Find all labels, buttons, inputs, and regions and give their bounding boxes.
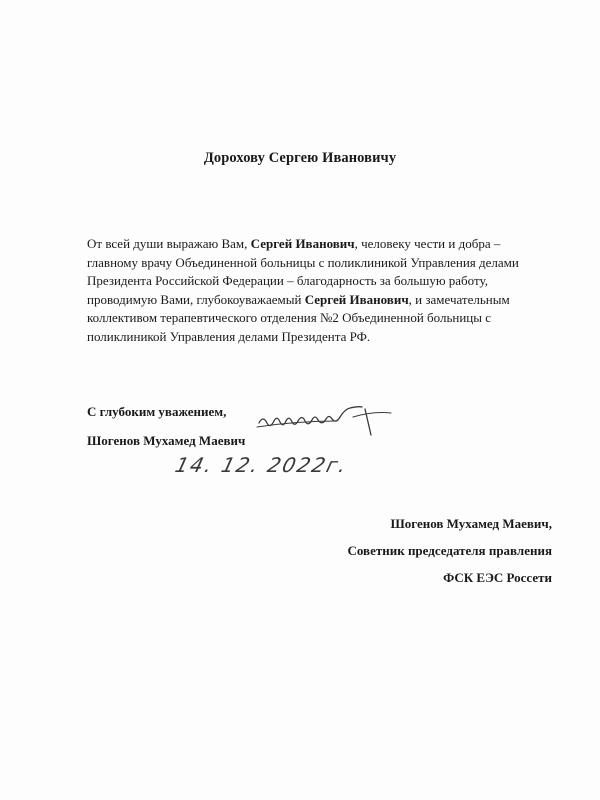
body-text-part-2: , человеку чести и добра – главному врачу Объединенной больницы с поликлиникой Управления делами Президента Российской Федерации – благодарность за большую работу, проводимую Вами, глубокоуважаемый bbox=[87, 236, 519, 307]
sender-position: Советник председателя правления bbox=[347, 543, 552, 558]
sender-name: Шогенов Мухамед Маевич, bbox=[390, 516, 552, 531]
body-text-part-1: От всей души выражаю Вам, bbox=[87, 236, 251, 251]
handwritten-date bbox=[172, 448, 351, 480]
sender-organization: ФСК ЕЭС Россети bbox=[443, 570, 552, 585]
body-name-2: Сергей Иванович bbox=[304, 291, 409, 307]
letter-body bbox=[87, 235, 527, 347]
closing-regards: С глубоким уважением, bbox=[87, 404, 227, 419]
svg-text:14. 12. 2022г.: 14. 12. 2022г. bbox=[172, 453, 351, 477]
body-text-part-3: , и замечательным коллективом терапевтического отделения №2 Объединенной больницы с поликлиникой Управления делами Президента РФ. bbox=[87, 291, 510, 344]
addressee-heading: Дорохову Сергею Ивановичу bbox=[203, 150, 397, 166]
handwritten-signature bbox=[255, 403, 405, 443]
closing-name: Шогенов Мухамед Маевич bbox=[87, 433, 246, 448]
body-name-1: Сергей Иванович bbox=[250, 236, 355, 251]
